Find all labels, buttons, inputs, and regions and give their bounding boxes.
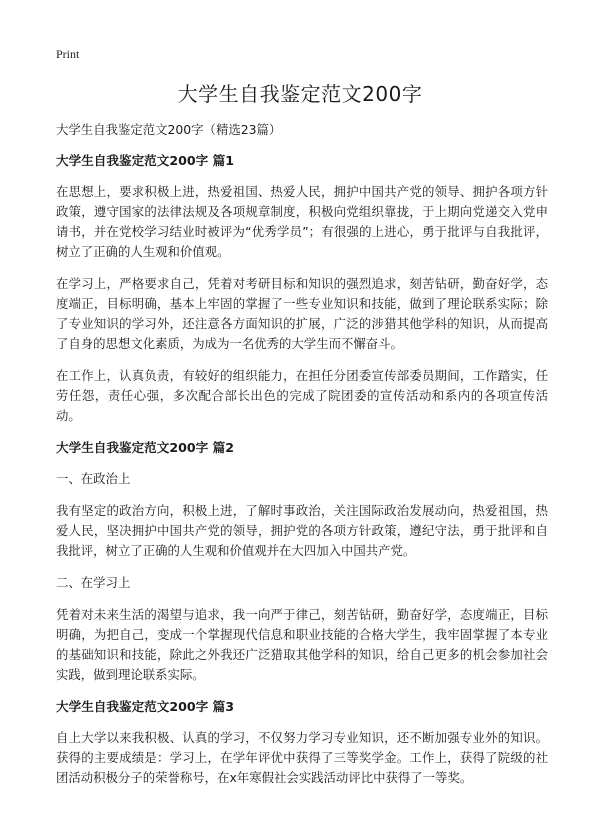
page-title: 大学生自我鉴定范文200字 (177, 82, 423, 106)
essay-section-1 (56, 151, 548, 426)
paragraph: 我有坚定的政治方向，积极上进，了解时事政治，关注国际政治发展动向，热爱祖国，热爱人民，坚决拥护中国共产党的领导，拥护党的各项方针政策，遵纪守法，勇于批评和自我批评，树立了正确的人生观和价值观并在大四加入中国共产党。 (56, 503, 548, 558)
paragraph: 在工作上，认真负责，有较好的组织能力，在担任分团委宣传部委员期间，工作踏实，任劳任怨，责任心强，多次配合部长出色的完成了院团委的宣传活动和系内的各项宣传活动。 (56, 368, 548, 423)
paragraph: 自上大学以来我积极、认真的学习，不仅努力学习专业知识，还不断加强专业外的知识。获得的主要成绩是：学习上，在学年评优中获得了三等奖学金。工作上，获得了院级的社团活动积极分子的荣誉称号，在x年寒假社会实践活动评比中获得了一等奖。 (56, 730, 548, 785)
sub-heading: 二、在学习上 (56, 575, 131, 590)
paragraph: 在思想上，要求积极上进，热爱祖国、热爱人民，拥护中国共产党的领导、拥护各项方针政策，遵守国家的法律法规及各项规章制度，积极向党组织靠拢，于上期向党递交入党申请书，并在党校学习结业时被评为“优秀学员”；有很强的上进心，勇于批评与自我批评，树立了正确的人生观和价值观。 (56, 184, 548, 259)
document-subtitle: 大学生自我鉴定范文200字（精选23篇） (56, 122, 282, 137)
section-heading: 大学生自我鉴定范文200字 篇3 (56, 699, 234, 714)
section-heading: 大学生自我鉴定范文200字 篇1 (56, 153, 234, 168)
sub-heading: 一、在政治上 (56, 471, 131, 486)
print-link[interactable]: Print (56, 47, 80, 61)
document-body (56, 120, 548, 800)
paragraph: 凭着对未来生活的渴望与追求，我一向严于律己，刻苦钻研，勤奋好学，态度端正，目标明确，为把自己，变成一个掌握现代信息和职业技能的合格大学生，我牢固掌握了本专业的基础知识和技能，除此之外我还广泛猎取其他学科的知识，给自己更多的机会参加社会实践，做到理论联系实际。 (56, 607, 548, 682)
section-heading: 大学生自我鉴定范文200字 篇2 (56, 440, 234, 455)
essay-section-3 (56, 697, 548, 788)
essay-section-2 (56, 438, 548, 685)
paragraph: 在学习上，严格要求自己，凭着对考研目标和知识的强烈追求，刻苦钻研，勤奋好学，态度端正，目标明确，基本上牢固的掌握了一些专业知识和技能，做到了理论联系实际；除了专业知识的学习外，还注意各方面知识的扩展，广泛的涉猎其他学科的知识，从而提高了自身的思想文化素质，为成为一名优秀的大学生而不懈奋斗。 (56, 276, 548, 351)
